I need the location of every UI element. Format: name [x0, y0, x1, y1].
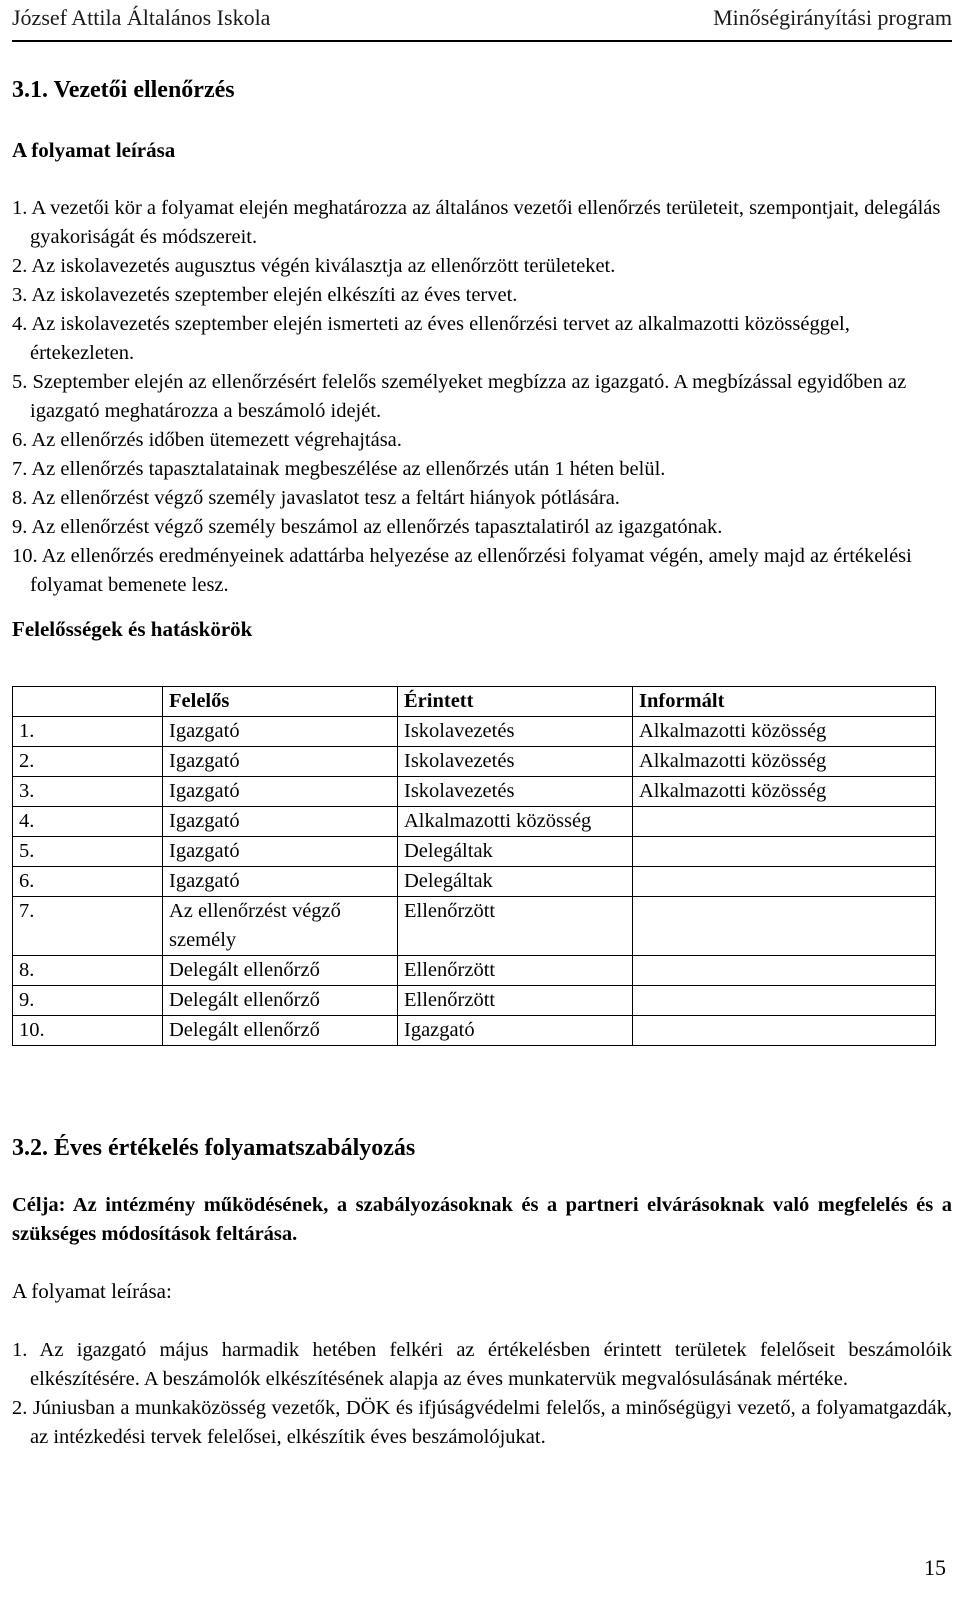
table-row: [13, 897, 936, 956]
process-step: 4. Az iskolavezetés szeptember elején ismerteti az éves ellenőrzési tervet az alkalmazotti közösséggel, értekezleten.: [12, 313, 850, 364]
responsibilities-table: [12, 686, 936, 1046]
table-header-row: [13, 687, 936, 717]
process-steps-3-2: [12, 1336, 952, 1452]
table-row: [13, 837, 936, 867]
table-row: [13, 1016, 936, 1046]
process-step: 2. Az iskolavezetés augusztus végén kiválasztja az ellenőrzött területeket.: [12, 255, 616, 277]
process-heading-3-1: A folyamat leírása: [12, 138, 176, 162]
table-cell: 10.: [13, 1016, 163, 1046]
table-header-cell: Érintett: [398, 687, 633, 717]
section-title-3-2: 3.2. Éves értékelés folyamatszabályozás: [12, 1135, 416, 1161]
process-step: 1. Az igazgató május harmadik hetében felkéri az értékelésben érintett területek felelőseit beszámolóik elkészítésére. A beszámolók elkészítésének alapja az éves munkatervük megvalósulásának mértéke.: [12, 1339, 952, 1390]
process-step: 8. Az ellenőrzést végző személy javaslatot tesz a feltárt hiányok pótlására.: [12, 487, 620, 509]
process-step: 2. Júniusban a munkaközösség vezetők, DÖK és ifjúságvédelmi felelős, a minőségügyi vezető, a folyamatgazdák, az intézkedési tervek felelősei, elkészítik éves beszámolójukat.: [12, 1397, 952, 1448]
table-cell: Igazgató: [163, 717, 398, 747]
table-cell: 5.: [13, 837, 163, 867]
table-cell: Ellenőrzött: [398, 897, 633, 956]
table-cell: [633, 867, 936, 897]
page-number: 15: [924, 1555, 946, 1580]
table-cell: 7.: [13, 897, 163, 956]
table-cell: Az ellenőrzést végző személy: [163, 897, 398, 956]
table-header-cell: [13, 687, 163, 717]
table-cell: Alkalmazotti közösség: [633, 717, 936, 747]
table-cell: Delegált ellenőrző: [163, 1016, 398, 1046]
table-cell: Delegált ellenőrző: [163, 956, 398, 986]
process-step: 1. A vezetői kör a folyamat elején meghatározza az általános vezetői ellenőrzés területeit, szempontjait, delegálás gyakoriságát és módszereit.: [12, 197, 941, 248]
process-step: 5. Szeptember elején az ellenőrzésért felelős személyeket megbízza az igazgató. A megbízással egyidőben az igazgató meghatározza a beszámoló idejét.: [12, 371, 907, 422]
section-goal: Célja: Az intézmény működésének, a szabályozásoknak és a partneri elvárásoknak való megfelelés és a szükséges módosítások feltárása.: [12, 1194, 952, 1245]
table-cell: Ellenőrzött: [398, 986, 633, 1016]
table-cell: Igazgató: [163, 867, 398, 897]
section-title-3-1: 3.1. Vezetői ellenőrzés: [12, 77, 235, 103]
table-cell: Delegáltak: [398, 837, 633, 867]
table-cell: Delegáltak: [398, 867, 633, 897]
process-step: 10. Az ellenőrzés eredményeinek adattárba helyezése az ellenőrzési folyamat végén, amely majd az értékelési folyamat bemenete lesz.: [12, 545, 912, 596]
table-row: [13, 717, 936, 747]
table-header-cell: Felelős: [163, 687, 398, 717]
table-cell: Alkalmazotti közösség: [633, 747, 936, 777]
table-cell: [633, 897, 936, 956]
header-program: Minőségirányítási program: [713, 5, 952, 30]
table-cell: 3.: [13, 777, 163, 807]
table-cell: [633, 1016, 936, 1046]
table-cell: 1.: [13, 717, 163, 747]
table-cell: Alkalmazotti közösség: [633, 777, 936, 807]
table-cell: [633, 807, 936, 837]
table-cell: [633, 837, 936, 867]
table-cell: Igazgató: [163, 837, 398, 867]
header-rule: [12, 40, 952, 42]
table-row: [13, 747, 936, 777]
table-cell: 4.: [13, 807, 163, 837]
table-cell: Iskolavezetés: [398, 717, 633, 747]
table-cell: Igazgató: [163, 777, 398, 807]
table-row: [13, 807, 936, 837]
table-header-cell: Informált: [633, 687, 936, 717]
table-cell: 9.: [13, 986, 163, 1016]
table-cell: Delegált ellenőrző: [163, 986, 398, 1016]
table-row: [13, 986, 936, 1016]
process-heading-3-2: A folyamat leírása:: [12, 1279, 172, 1303]
running-header: [12, 4, 952, 32]
header-school: József Attila Általános Iskola: [12, 5, 271, 30]
table-cell: Alkalmazotti közösség: [398, 807, 633, 837]
table-cell: Igazgató: [163, 807, 398, 837]
table-cell: [633, 986, 936, 1016]
table-cell: [633, 956, 936, 986]
table-cell: 8.: [13, 956, 163, 986]
table-cell: Iskolavezetés: [398, 747, 633, 777]
document-page: [12, 0, 952, 1604]
table-row: [13, 956, 936, 986]
table-cell: Igazgató: [398, 1016, 633, 1046]
table-row: [13, 777, 936, 807]
table-cell: 6.: [13, 867, 163, 897]
process-step: 6. Az ellenőrzés időben ütemezett végrehajtása.: [12, 429, 402, 451]
process-step: 7. Az ellenőrzés tapasztalatainak megbeszélése az ellenőrzés után 1 héten belül.: [12, 458, 666, 480]
table-cell: Ellenőrzött: [398, 956, 633, 986]
table-cell: 2.: [13, 747, 163, 777]
responsibilities-heading: Felelősségek és hatáskörök: [12, 617, 253, 641]
process-step: 3. Az iskolavezetés szeptember elején elkészíti az éves tervet.: [12, 284, 518, 306]
table-cell: Igazgató: [163, 747, 398, 777]
table-row: [13, 867, 936, 897]
process-steps-3-1: [12, 194, 952, 600]
table-cell: Iskolavezetés: [398, 777, 633, 807]
process-step: 9. Az ellenőrzést végző személy beszámol az ellenőrzés tapasztalatiról az igazgatónak.: [12, 516, 723, 538]
